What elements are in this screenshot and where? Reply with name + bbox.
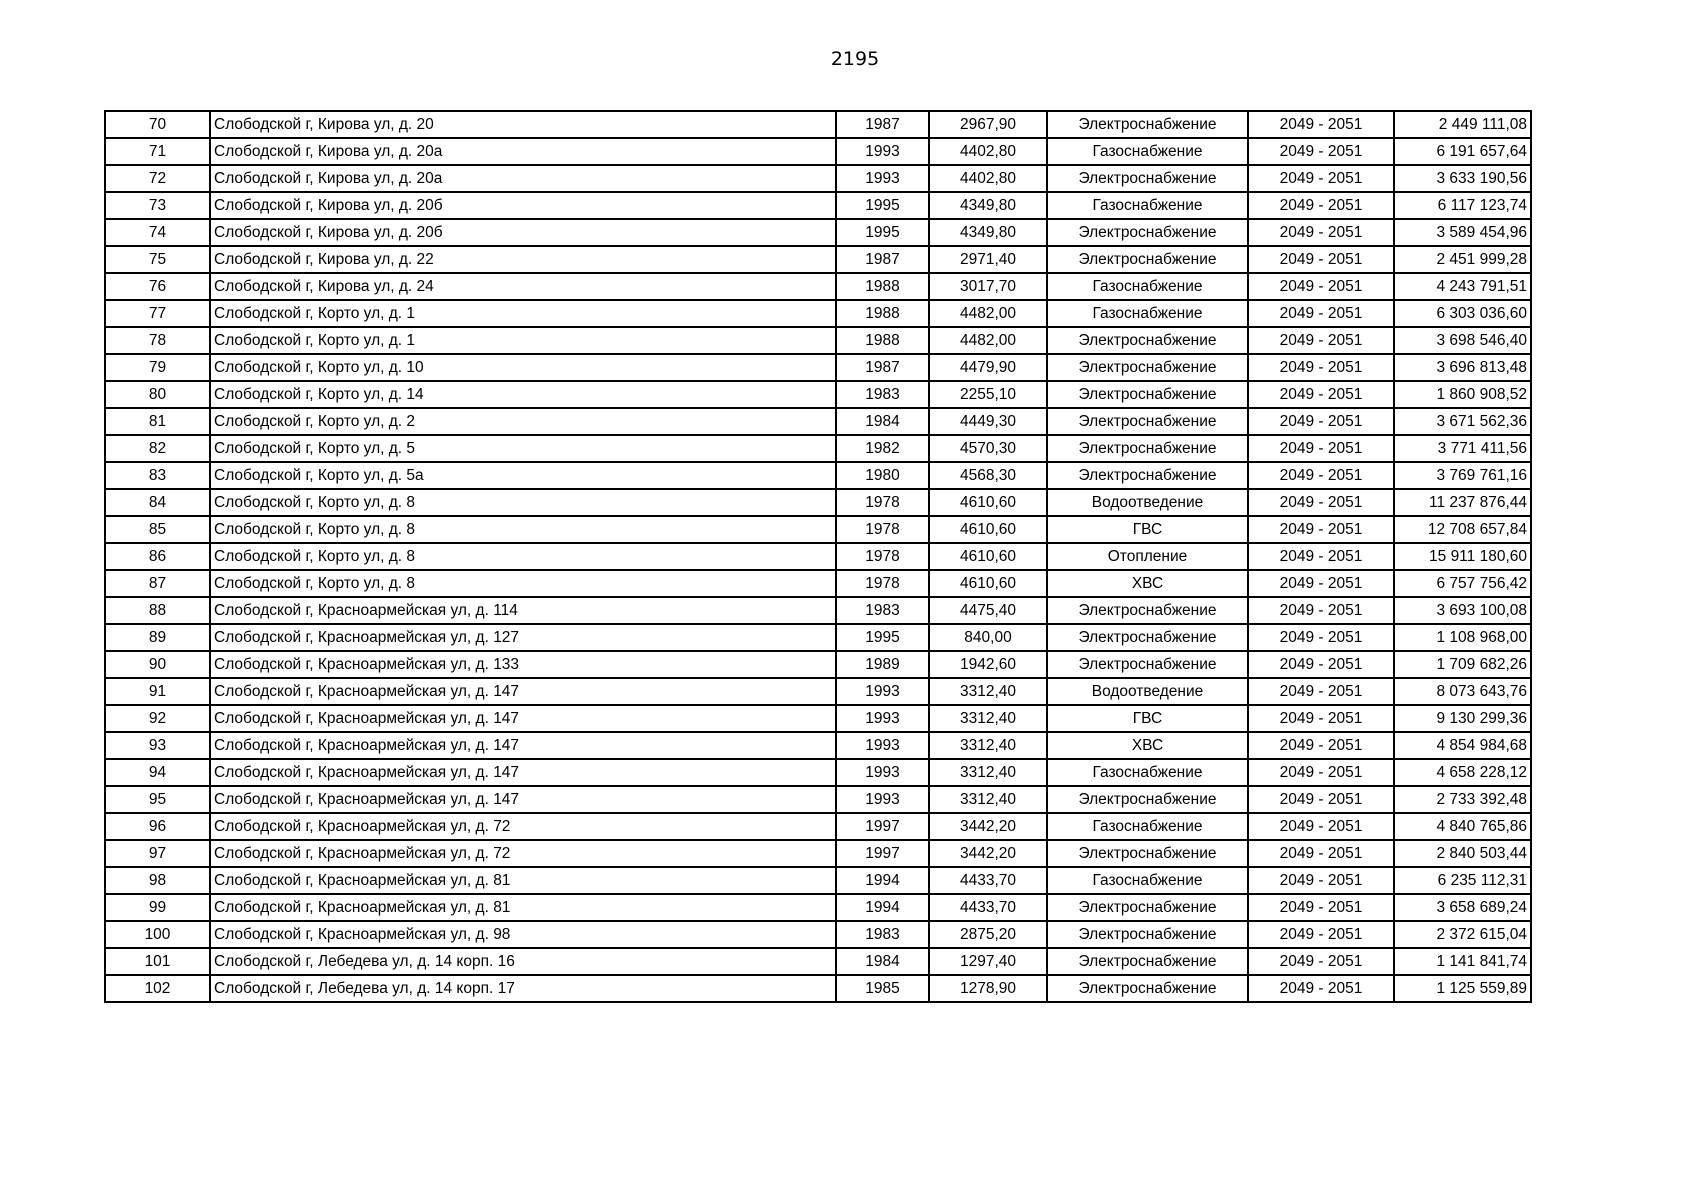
address-cell: Слободской г, Красноармейская ул, д. 81 <box>210 867 836 894</box>
row-number: 90 <box>105 651 210 678</box>
year-cell: 1985 <box>836 975 929 1002</box>
row-number: 83 <box>105 462 210 489</box>
row-number: 73 <box>105 192 210 219</box>
row-number: 94 <box>105 759 210 786</box>
address-cell: Слободской г, Корто ул, д. 1 <box>210 327 836 354</box>
work-type-cell: Электроснабжение <box>1047 165 1248 192</box>
row-number: 79 <box>105 354 210 381</box>
table-row <box>105 543 1531 570</box>
period-cell: 2049 - 2051 <box>1248 273 1394 300</box>
table-row <box>105 192 1531 219</box>
cost-cell: 6 117 123,74 <box>1394 192 1531 219</box>
address-cell: Слободской г, Кирова ул, д. 20б <box>210 192 836 219</box>
address-cell: Слободской г, Красноармейская ул, д. 147 <box>210 786 836 813</box>
table-row <box>105 246 1531 273</box>
cost-cell: 3 769 761,16 <box>1394 462 1531 489</box>
table-row <box>105 300 1531 327</box>
table-row <box>105 624 1531 651</box>
period-cell: 2049 - 2051 <box>1248 759 1394 786</box>
table-row <box>105 219 1531 246</box>
table-row <box>105 894 1531 921</box>
work-type-cell: Электроснабжение <box>1047 975 1248 1002</box>
address-cell: Слободской г, Красноармейская ул, д. 72 <box>210 840 836 867</box>
period-cell: 2049 - 2051 <box>1248 246 1394 273</box>
table-row <box>105 651 1531 678</box>
address-cell: Слободской г, Корто ул, д. 5а <box>210 462 836 489</box>
year-cell: 1984 <box>836 408 929 435</box>
row-number: 99 <box>105 894 210 921</box>
period-cell: 2049 - 2051 <box>1248 489 1394 516</box>
table-row <box>105 597 1531 624</box>
work-type-cell: Газоснабжение <box>1047 138 1248 165</box>
area-cell: 4433,70 <box>929 894 1047 921</box>
row-number: 72 <box>105 165 210 192</box>
work-type-cell: Электроснабжение <box>1047 462 1248 489</box>
area-cell: 2255,10 <box>929 381 1047 408</box>
period-cell: 2049 - 2051 <box>1248 921 1394 948</box>
year-cell: 1995 <box>836 624 929 651</box>
year-cell: 1994 <box>836 894 929 921</box>
area-cell: 4610,60 <box>929 516 1047 543</box>
work-type-cell: Газоснабжение <box>1047 300 1248 327</box>
address-cell: Слободской г, Корто ул, д. 8 <box>210 570 836 597</box>
area-cell: 3017,70 <box>929 273 1047 300</box>
area-cell: 4449,30 <box>929 408 1047 435</box>
row-number: 97 <box>105 840 210 867</box>
year-cell: 1988 <box>836 273 929 300</box>
address-cell: Слободской г, Кирова ул, д. 22 <box>210 246 836 273</box>
row-number: 75 <box>105 246 210 273</box>
registry-table <box>104 110 1532 1003</box>
row-number: 101 <box>105 948 210 975</box>
table-row <box>105 867 1531 894</box>
period-cell: 2049 - 2051 <box>1248 138 1394 165</box>
work-type-cell: Газоснабжение <box>1047 273 1248 300</box>
work-type-cell: Электроснабжение <box>1047 921 1248 948</box>
cost-cell: 3 633 190,56 <box>1394 165 1531 192</box>
table-row <box>105 462 1531 489</box>
year-cell: 1980 <box>836 462 929 489</box>
address-cell: Слободской г, Корто ул, д. 8 <box>210 516 836 543</box>
area-cell: 1942,60 <box>929 651 1047 678</box>
year-cell: 1987 <box>836 354 929 381</box>
work-type-cell: Электроснабжение <box>1047 408 1248 435</box>
address-cell: Слободской г, Красноармейская ул, д. 133 <box>210 651 836 678</box>
year-cell: 1993 <box>836 705 929 732</box>
table-row <box>105 840 1531 867</box>
table-row <box>105 165 1531 192</box>
cost-cell: 1 709 682,26 <box>1394 651 1531 678</box>
row-number: 76 <box>105 273 210 300</box>
period-cell: 2049 - 2051 <box>1248 408 1394 435</box>
period-cell: 2049 - 2051 <box>1248 219 1394 246</box>
row-number: 95 <box>105 786 210 813</box>
cost-cell: 1 141 841,74 <box>1394 948 1531 975</box>
cost-cell: 2 840 503,44 <box>1394 840 1531 867</box>
year-cell: 1983 <box>836 597 929 624</box>
period-cell: 2049 - 2051 <box>1248 786 1394 813</box>
work-type-cell: Электроснабжение <box>1047 840 1248 867</box>
area-cell: 4479,90 <box>929 354 1047 381</box>
cost-cell: 8 073 643,76 <box>1394 678 1531 705</box>
area-cell: 3442,20 <box>929 840 1047 867</box>
area-cell: 4610,60 <box>929 489 1047 516</box>
area-cell: 1278,90 <box>929 975 1047 1002</box>
table-row <box>105 138 1531 165</box>
address-cell: Слободской г, Корто ул, д. 14 <box>210 381 836 408</box>
address-cell: Слободской г, Кирова ул, д. 24 <box>210 273 836 300</box>
address-cell: Слободской г, Красноармейская ул, д. 147 <box>210 678 836 705</box>
year-cell: 1989 <box>836 651 929 678</box>
period-cell: 2049 - 2051 <box>1248 381 1394 408</box>
row-number: 70 <box>105 111 210 138</box>
cost-cell: 3 696 813,48 <box>1394 354 1531 381</box>
area-cell: 4482,00 <box>929 300 1047 327</box>
address-cell: Слободской г, Корто ул, д. 5 <box>210 435 836 462</box>
work-type-cell: Газоснабжение <box>1047 867 1248 894</box>
table-row <box>105 813 1531 840</box>
period-cell: 2049 - 2051 <box>1248 840 1394 867</box>
table-row <box>105 570 1531 597</box>
area-cell: 4570,30 <box>929 435 1047 462</box>
cost-cell: 1 108 968,00 <box>1394 624 1531 651</box>
registry-table-body <box>105 111 1531 1002</box>
area-cell: 840,00 <box>929 624 1047 651</box>
table-row <box>105 408 1531 435</box>
address-cell: Слободской г, Кирова ул, д. 20б <box>210 219 836 246</box>
address-cell: Слободской г, Красноармейская ул, д. 114 <box>210 597 836 624</box>
period-cell: 2049 - 2051 <box>1248 624 1394 651</box>
area-cell: 4402,80 <box>929 138 1047 165</box>
year-cell: 1978 <box>836 489 929 516</box>
period-cell: 2049 - 2051 <box>1248 111 1394 138</box>
year-cell: 1978 <box>836 516 929 543</box>
period-cell: 2049 - 2051 <box>1248 597 1394 624</box>
work-type-cell: Отопление <box>1047 543 1248 570</box>
row-number: 93 <box>105 732 210 759</box>
area-cell: 4610,60 <box>929 543 1047 570</box>
row-number: 87 <box>105 570 210 597</box>
work-type-cell: Электроснабжение <box>1047 435 1248 462</box>
cost-cell: 4 658 228,12 <box>1394 759 1531 786</box>
row-number: 85 <box>105 516 210 543</box>
table-row <box>105 678 1531 705</box>
work-type-cell: Электроснабжение <box>1047 327 1248 354</box>
cost-cell: 2 451 999,28 <box>1394 246 1531 273</box>
table-row <box>105 516 1531 543</box>
table-row <box>105 354 1531 381</box>
address-cell: Слободской г, Красноармейская ул, д. 127 <box>210 624 836 651</box>
year-cell: 1995 <box>836 219 929 246</box>
work-type-cell: Водоотведение <box>1047 489 1248 516</box>
year-cell: 1993 <box>836 759 929 786</box>
period-cell: 2049 - 2051 <box>1248 948 1394 975</box>
address-cell: Слободской г, Корто ул, д. 10 <box>210 354 836 381</box>
work-type-cell: ГВС <box>1047 516 1248 543</box>
row-number: 77 <box>105 300 210 327</box>
cost-cell: 15 911 180,60 <box>1394 543 1531 570</box>
table-row <box>105 489 1531 516</box>
area-cell: 4349,80 <box>929 219 1047 246</box>
area-cell: 4482,00 <box>929 327 1047 354</box>
row-number: 84 <box>105 489 210 516</box>
cost-cell: 6 235 112,31 <box>1394 867 1531 894</box>
table-row <box>105 975 1531 1002</box>
area-cell: 4349,80 <box>929 192 1047 219</box>
table-row <box>105 435 1531 462</box>
work-type-cell: Электроснабжение <box>1047 246 1248 273</box>
work-type-cell: Водоотведение <box>1047 678 1248 705</box>
period-cell: 2049 - 2051 <box>1248 462 1394 489</box>
year-cell: 1984 <box>836 948 929 975</box>
year-cell: 1987 <box>836 111 929 138</box>
address-cell: Слободской г, Лебедева ул, д. 14 корп. 16 <box>210 948 836 975</box>
cost-cell: 3 671 562,36 <box>1394 408 1531 435</box>
work-type-cell: Электроснабжение <box>1047 624 1248 651</box>
year-cell: 1988 <box>836 300 929 327</box>
table-row <box>105 921 1531 948</box>
address-cell: Слободской г, Красноармейская ул, д. 81 <box>210 894 836 921</box>
year-cell: 1983 <box>836 381 929 408</box>
cost-cell: 3 698 546,40 <box>1394 327 1531 354</box>
area-cell: 4433,70 <box>929 867 1047 894</box>
period-cell: 2049 - 2051 <box>1248 651 1394 678</box>
area-cell: 4402,80 <box>929 165 1047 192</box>
address-cell: Слободской г, Красноармейская ул, д. 147 <box>210 759 836 786</box>
area-cell: 4568,30 <box>929 462 1047 489</box>
address-cell: Слободской г, Кирова ул, д. 20а <box>210 165 836 192</box>
area-cell: 3312,40 <box>929 678 1047 705</box>
address-cell: Слободской г, Кирова ул, д. 20 <box>210 111 836 138</box>
address-cell: Слободской г, Корто ул, д. 8 <box>210 543 836 570</box>
cost-cell: 4 840 765,86 <box>1394 813 1531 840</box>
area-cell: 3312,40 <box>929 705 1047 732</box>
work-type-cell: Электроснабжение <box>1047 597 1248 624</box>
year-cell: 1993 <box>836 138 929 165</box>
period-cell: 2049 - 2051 <box>1248 894 1394 921</box>
table-row <box>105 273 1531 300</box>
cost-cell: 3 771 411,56 <box>1394 435 1531 462</box>
row-number: 88 <box>105 597 210 624</box>
work-type-cell: ГВС <box>1047 705 1248 732</box>
page-number: 2195 <box>830 48 880 70</box>
period-cell: 2049 - 2051 <box>1248 516 1394 543</box>
period-cell: 2049 - 2051 <box>1248 570 1394 597</box>
period-cell: 2049 - 2051 <box>1248 813 1394 840</box>
year-cell: 1978 <box>836 543 929 570</box>
cost-cell: 11 237 876,44 <box>1394 489 1531 516</box>
table-row <box>105 948 1531 975</box>
cost-cell: 9 130 299,36 <box>1394 705 1531 732</box>
area-cell: 4475,40 <box>929 597 1047 624</box>
address-cell: Слободской г, Красноармейская ул, д. 72 <box>210 813 836 840</box>
row-number: 80 <box>105 381 210 408</box>
area-cell: 3312,40 <box>929 732 1047 759</box>
year-cell: 1995 <box>836 192 929 219</box>
address-cell: Слободской г, Корто ул, д. 1 <box>210 300 836 327</box>
row-number: 81 <box>105 408 210 435</box>
period-cell: 2049 - 2051 <box>1248 705 1394 732</box>
year-cell: 1987 <box>836 246 929 273</box>
cost-cell: 1 860 908,52 <box>1394 381 1531 408</box>
table-row <box>105 111 1531 138</box>
cost-cell: 2 449 111,08 <box>1394 111 1531 138</box>
cost-cell: 6 191 657,64 <box>1394 138 1531 165</box>
year-cell: 1982 <box>836 435 929 462</box>
area-cell: 2967,90 <box>929 111 1047 138</box>
year-cell: 1983 <box>836 921 929 948</box>
area-cell: 2875,20 <box>929 921 1047 948</box>
row-number: 74 <box>105 219 210 246</box>
year-cell: 1993 <box>836 165 929 192</box>
row-number: 78 <box>105 327 210 354</box>
address-cell: Слободской г, Красноармейская ул, д. 98 <box>210 921 836 948</box>
row-number: 86 <box>105 543 210 570</box>
cost-cell: 12 708 657,84 <box>1394 516 1531 543</box>
year-cell: 1997 <box>836 813 929 840</box>
period-cell: 2049 - 2051 <box>1248 165 1394 192</box>
period-cell: 2049 - 2051 <box>1248 975 1394 1002</box>
period-cell: 2049 - 2051 <box>1248 678 1394 705</box>
address-cell: Слободской г, Красноармейская ул, д. 147 <box>210 732 836 759</box>
cost-cell: 4 854 984,68 <box>1394 732 1531 759</box>
cost-cell: 3 589 454,96 <box>1394 219 1531 246</box>
row-number: 82 <box>105 435 210 462</box>
work-type-cell: Электроснабжение <box>1047 894 1248 921</box>
period-cell: 2049 - 2051 <box>1248 867 1394 894</box>
cost-cell: 6 757 756,42 <box>1394 570 1531 597</box>
work-type-cell: Электроснабжение <box>1047 381 1248 408</box>
table-row <box>105 786 1531 813</box>
cost-cell: 6 303 036,60 <box>1394 300 1531 327</box>
year-cell: 1978 <box>836 570 929 597</box>
work-type-cell: ХВС <box>1047 570 1248 597</box>
work-type-cell: Электроснабжение <box>1047 948 1248 975</box>
period-cell: 2049 - 2051 <box>1248 192 1394 219</box>
table-row <box>105 705 1531 732</box>
work-type-cell: Электроснабжение <box>1047 786 1248 813</box>
area-cell: 2971,40 <box>929 246 1047 273</box>
table-row <box>105 327 1531 354</box>
work-type-cell: Электроснабжение <box>1047 354 1248 381</box>
row-number: 91 <box>105 678 210 705</box>
address-cell: Слободской г, Корто ул, д. 2 <box>210 408 836 435</box>
work-type-cell: Электроснабжение <box>1047 651 1248 678</box>
work-type-cell: ХВС <box>1047 732 1248 759</box>
row-number: 98 <box>105 867 210 894</box>
table-row <box>105 759 1531 786</box>
period-cell: 2049 - 2051 <box>1248 435 1394 462</box>
area-cell: 3442,20 <box>929 813 1047 840</box>
address-cell: Слободской г, Кирова ул, д. 20а <box>210 138 836 165</box>
row-number: 102 <box>105 975 210 1002</box>
table-row <box>105 381 1531 408</box>
area-cell: 3312,40 <box>929 786 1047 813</box>
work-type-cell: Газоснабжение <box>1047 192 1248 219</box>
year-cell: 1993 <box>836 732 929 759</box>
work-type-cell: Газоснабжение <box>1047 813 1248 840</box>
row-number: 92 <box>105 705 210 732</box>
table-row <box>105 732 1531 759</box>
period-cell: 2049 - 2051 <box>1248 327 1394 354</box>
work-type-cell: Электроснабжение <box>1047 219 1248 246</box>
row-number: 96 <box>105 813 210 840</box>
address-cell: Слободской г, Лебедева ул, д. 14 корп. 17 <box>210 975 836 1002</box>
cost-cell: 1 125 559,89 <box>1394 975 1531 1002</box>
area-cell: 1297,40 <box>929 948 1047 975</box>
year-cell: 1994 <box>836 867 929 894</box>
cost-cell: 2 733 392,48 <box>1394 786 1531 813</box>
area-cell: 3312,40 <box>929 759 1047 786</box>
cost-cell: 4 243 791,51 <box>1394 273 1531 300</box>
cost-cell: 3 658 689,24 <box>1394 894 1531 921</box>
year-cell: 1988 <box>836 327 929 354</box>
row-number: 71 <box>105 138 210 165</box>
cost-cell: 3 693 100,08 <box>1394 597 1531 624</box>
work-type-cell: Газоснабжение <box>1047 759 1248 786</box>
period-cell: 2049 - 2051 <box>1248 300 1394 327</box>
cost-cell: 2 372 615,04 <box>1394 921 1531 948</box>
work-type-cell: Электроснабжение <box>1047 111 1248 138</box>
row-number: 100 <box>105 921 210 948</box>
row-number: 89 <box>105 624 210 651</box>
year-cell: 1997 <box>836 840 929 867</box>
address-cell: Слободской г, Корто ул, д. 8 <box>210 489 836 516</box>
year-cell: 1993 <box>836 786 929 813</box>
address-cell: Слободской г, Красноармейская ул, д. 147 <box>210 705 836 732</box>
area-cell: 4610,60 <box>929 570 1047 597</box>
period-cell: 2049 - 2051 <box>1248 732 1394 759</box>
period-cell: 2049 - 2051 <box>1248 543 1394 570</box>
period-cell: 2049 - 2051 <box>1248 354 1394 381</box>
year-cell: 1993 <box>836 678 929 705</box>
